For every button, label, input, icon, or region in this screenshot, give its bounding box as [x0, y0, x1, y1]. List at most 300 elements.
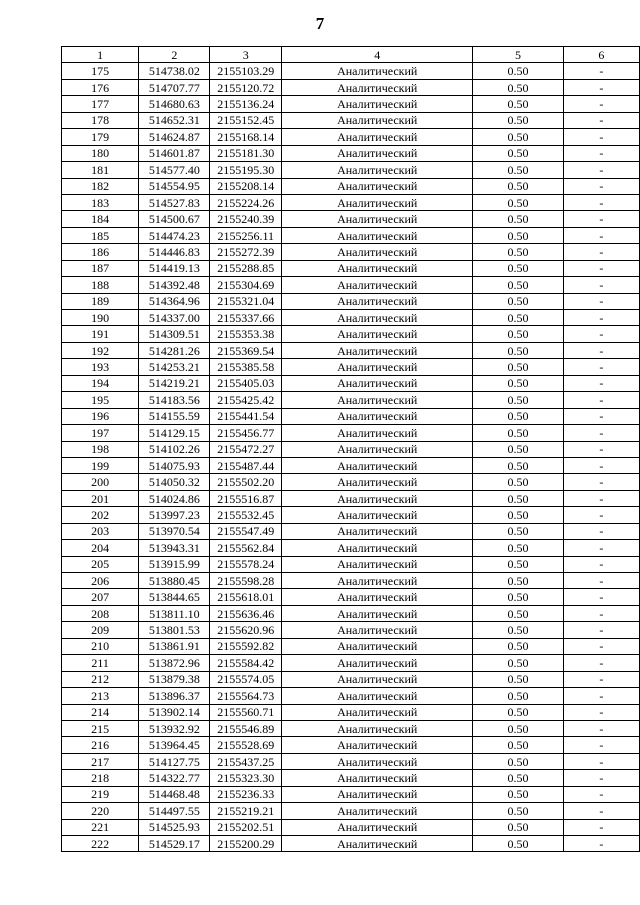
method-cell: Аналитический — [282, 556, 473, 572]
point-number-cell: 197 — [62, 425, 139, 441]
x-coordinate-cell: 514127.75 — [139, 753, 210, 769]
accuracy-cell: 0.50 — [473, 655, 563, 671]
y-coordinate-cell: 2155584.42 — [210, 655, 282, 671]
y-coordinate-cell: 2155592.82 — [210, 638, 282, 654]
y-coordinate-cell: 2155200.29 — [210, 836, 282, 852]
table-row — [62, 359, 640, 375]
y-coordinate-cell: 2155208.14 — [210, 178, 282, 194]
note-cell: - — [563, 293, 639, 309]
y-coordinate-cell: 2155441.54 — [210, 408, 282, 424]
point-number-cell: 206 — [62, 573, 139, 589]
method-cell: Аналитический — [282, 326, 473, 342]
point-number-cell: 177 — [62, 96, 139, 112]
point-number-cell: 176 — [62, 79, 139, 95]
note-cell: - — [563, 540, 639, 556]
x-coordinate-cell: 514419.13 — [139, 260, 210, 276]
point-number-cell: 215 — [62, 720, 139, 736]
table-row — [62, 770, 640, 786]
point-number-cell: 183 — [62, 194, 139, 210]
note-cell: - — [563, 753, 639, 769]
accuracy-cell: 0.50 — [473, 375, 563, 391]
accuracy-cell: 0.50 — [473, 129, 563, 145]
note-cell: - — [563, 523, 639, 539]
table-row — [62, 392, 640, 408]
y-coordinate-cell: 2155405.03 — [210, 375, 282, 391]
x-coordinate-cell: 514024.86 — [139, 490, 210, 506]
note-cell: - — [563, 408, 639, 424]
note-cell: - — [563, 671, 639, 687]
note-cell: - — [563, 326, 639, 342]
x-coordinate-cell: 514738.02 — [139, 63, 210, 79]
y-coordinate-cell: 2155240.39 — [210, 211, 282, 227]
y-coordinate-cell: 2155516.87 — [210, 490, 282, 506]
method-cell: Аналитический — [282, 359, 473, 375]
x-coordinate-cell: 514652.31 — [139, 112, 210, 128]
note-cell: - — [563, 490, 639, 506]
point-number-cell: 195 — [62, 392, 139, 408]
note-cell: - — [563, 786, 639, 802]
point-number-cell: 191 — [62, 326, 139, 342]
method-cell: Аналитический — [282, 605, 473, 621]
method-cell: Аналитический — [282, 770, 473, 786]
point-number-cell: 203 — [62, 523, 139, 539]
point-number-cell: 198 — [62, 441, 139, 457]
method-cell: Аналитический — [282, 375, 473, 391]
x-coordinate-cell: 514468.48 — [139, 786, 210, 802]
accuracy-cell: 0.50 — [473, 573, 563, 589]
point-number-cell: 199 — [62, 457, 139, 473]
note-cell: - — [563, 474, 639, 490]
method-cell: Аналитический — [282, 753, 473, 769]
point-number-cell: 222 — [62, 836, 139, 852]
accuracy-cell: 0.50 — [473, 819, 563, 835]
y-coordinate-cell: 2155578.24 — [210, 556, 282, 572]
table-row — [62, 425, 640, 441]
x-coordinate-cell: 514281.26 — [139, 342, 210, 358]
accuracy-cell: 0.50 — [473, 688, 563, 704]
accuracy-cell: 0.50 — [473, 836, 563, 852]
method-cell: Аналитический — [282, 96, 473, 112]
accuracy-cell: 0.50 — [473, 162, 563, 178]
point-number-cell: 179 — [62, 129, 139, 145]
y-coordinate-cell: 2155547.49 — [210, 523, 282, 539]
method-cell: Аналитический — [282, 474, 473, 490]
point-number-cell: 200 — [62, 474, 139, 490]
table-row — [62, 573, 640, 589]
x-coordinate-cell: 514253.21 — [139, 359, 210, 375]
point-number-cell: 208 — [62, 605, 139, 621]
point-number-cell: 207 — [62, 589, 139, 605]
accuracy-cell: 0.50 — [473, 556, 563, 572]
table-row — [62, 786, 640, 802]
method-cell: Аналитический — [282, 737, 473, 753]
x-coordinate-cell: 514050.32 — [139, 474, 210, 490]
x-coordinate-cell: 514525.93 — [139, 819, 210, 835]
table-row — [62, 211, 640, 227]
x-coordinate-cell: 514337.00 — [139, 310, 210, 326]
y-coordinate-cell: 2155272.39 — [210, 244, 282, 260]
note-cell: - — [563, 194, 639, 210]
column-header: 3 — [210, 47, 282, 63]
method-cell: Аналитический — [282, 178, 473, 194]
table-row — [62, 129, 640, 145]
accuracy-cell: 0.50 — [473, 770, 563, 786]
point-number-cell: 181 — [62, 162, 139, 178]
column-header: 5 — [473, 47, 563, 63]
method-cell: Аналитический — [282, 441, 473, 457]
y-coordinate-cell: 2155532.45 — [210, 507, 282, 523]
x-coordinate-cell: 513801.53 — [139, 622, 210, 638]
note-cell: - — [563, 375, 639, 391]
x-coordinate-cell: 514601.87 — [139, 145, 210, 161]
table-row — [62, 194, 640, 210]
column-header: 1 — [62, 47, 139, 63]
accuracy-cell: 0.50 — [473, 803, 563, 819]
note-cell: - — [563, 803, 639, 819]
table-row — [62, 63, 640, 79]
table-row — [62, 836, 640, 852]
note-cell: - — [563, 573, 639, 589]
table-row — [62, 96, 640, 112]
x-coordinate-cell: 514624.87 — [139, 129, 210, 145]
note-cell: - — [563, 79, 639, 95]
table-body — [62, 47, 640, 852]
y-coordinate-cell: 2155152.45 — [210, 112, 282, 128]
x-coordinate-cell: 514497.55 — [139, 803, 210, 819]
point-number-cell: 216 — [62, 737, 139, 753]
note-cell: - — [563, 310, 639, 326]
point-number-cell: 205 — [62, 556, 139, 572]
table-row — [62, 507, 640, 523]
note-cell: - — [563, 96, 639, 112]
accuracy-cell: 0.50 — [473, 79, 563, 95]
method-cell: Аналитический — [282, 260, 473, 276]
accuracy-cell: 0.50 — [473, 359, 563, 375]
method-cell: Аналитический — [282, 803, 473, 819]
accuracy-cell: 0.50 — [473, 441, 563, 457]
note-cell: - — [563, 425, 639, 441]
y-coordinate-cell: 2155437.25 — [210, 753, 282, 769]
table-row — [62, 523, 640, 539]
accuracy-cell: 0.50 — [473, 227, 563, 243]
accuracy-cell: 0.50 — [473, 490, 563, 506]
method-cell: Аналитический — [282, 310, 473, 326]
method-cell: Аналитический — [282, 129, 473, 145]
note-cell: - — [563, 720, 639, 736]
table-row — [62, 688, 640, 704]
x-coordinate-cell: 513964.45 — [139, 737, 210, 753]
y-coordinate-cell: 2155321.04 — [210, 293, 282, 309]
point-number-cell: 192 — [62, 342, 139, 358]
y-coordinate-cell: 2155288.85 — [210, 260, 282, 276]
method-cell: Аналитический — [282, 112, 473, 128]
table-row — [62, 655, 640, 671]
accuracy-cell: 0.50 — [473, 342, 563, 358]
note-cell: - — [563, 638, 639, 654]
method-cell: Аналитический — [282, 638, 473, 654]
accuracy-cell: 0.50 — [473, 260, 563, 276]
point-number-cell: 186 — [62, 244, 139, 260]
method-cell: Аналитический — [282, 162, 473, 178]
note-cell: - — [563, 129, 639, 145]
note-cell: - — [563, 836, 639, 852]
method-cell: Аналитический — [282, 211, 473, 227]
method-cell: Аналитический — [282, 573, 473, 589]
accuracy-cell: 0.50 — [473, 178, 563, 194]
y-coordinate-cell: 2155369.54 — [210, 342, 282, 358]
point-number-cell: 218 — [62, 770, 139, 786]
point-number-cell: 219 — [62, 786, 139, 802]
y-coordinate-cell: 2155564.73 — [210, 688, 282, 704]
y-coordinate-cell: 2155304.69 — [210, 277, 282, 293]
method-cell: Аналитический — [282, 589, 473, 605]
accuracy-cell: 0.50 — [473, 425, 563, 441]
x-coordinate-cell: 514529.17 — [139, 836, 210, 852]
accuracy-cell: 0.50 — [473, 310, 563, 326]
accuracy-cell: 0.50 — [473, 507, 563, 523]
method-cell: Аналитический — [282, 227, 473, 243]
point-number-cell: 194 — [62, 375, 139, 391]
table-row — [62, 244, 640, 260]
note-cell: - — [563, 392, 639, 408]
x-coordinate-cell: 514155.59 — [139, 408, 210, 424]
point-number-cell: 178 — [62, 112, 139, 128]
method-cell: Аналитический — [282, 671, 473, 687]
x-coordinate-cell: 514474.23 — [139, 227, 210, 243]
accuracy-cell: 0.50 — [473, 720, 563, 736]
point-number-cell: 190 — [62, 310, 139, 326]
method-cell: Аналитический — [282, 688, 473, 704]
note-cell: - — [563, 145, 639, 161]
y-coordinate-cell: 2155337.66 — [210, 310, 282, 326]
table-row — [62, 178, 640, 194]
note-cell: - — [563, 704, 639, 720]
method-cell: Аналитический — [282, 819, 473, 835]
method-cell: Аналитический — [282, 63, 473, 79]
y-coordinate-cell: 2155472.27 — [210, 441, 282, 457]
x-coordinate-cell: 513943.31 — [139, 540, 210, 556]
x-coordinate-cell: 514680.63 — [139, 96, 210, 112]
table-row — [62, 720, 640, 736]
y-coordinate-cell: 2155385.58 — [210, 359, 282, 375]
note-cell: - — [563, 507, 639, 523]
accuracy-cell: 0.50 — [473, 622, 563, 638]
method-cell: Аналитический — [282, 425, 473, 441]
point-number-cell: 196 — [62, 408, 139, 424]
point-number-cell: 175 — [62, 63, 139, 79]
table-row — [62, 457, 640, 473]
note-cell: - — [563, 211, 639, 227]
y-coordinate-cell: 2155353.38 — [210, 326, 282, 342]
accuracy-cell: 0.50 — [473, 786, 563, 802]
y-coordinate-cell: 2155620.96 — [210, 622, 282, 638]
method-cell: Аналитический — [282, 194, 473, 210]
y-coordinate-cell: 2155136.24 — [210, 96, 282, 112]
note-cell: - — [563, 622, 639, 638]
x-coordinate-cell: 514075.93 — [139, 457, 210, 473]
note-cell: - — [563, 655, 639, 671]
method-cell: Аналитический — [282, 523, 473, 539]
point-number-cell: 209 — [62, 622, 139, 638]
table-header-row — [62, 47, 640, 63]
table-row — [62, 227, 640, 243]
table-row — [62, 310, 640, 326]
table-row — [62, 112, 640, 128]
table-row — [62, 638, 640, 654]
table-row — [62, 737, 640, 753]
method-cell: Аналитический — [282, 79, 473, 95]
accuracy-cell: 0.50 — [473, 326, 563, 342]
method-cell: Аналитический — [282, 145, 473, 161]
column-header: 4 — [282, 47, 473, 63]
accuracy-cell: 0.50 — [473, 194, 563, 210]
accuracy-cell: 0.50 — [473, 589, 563, 605]
x-coordinate-cell: 514129.15 — [139, 425, 210, 441]
x-coordinate-cell: 514500.67 — [139, 211, 210, 227]
method-cell: Аналитический — [282, 720, 473, 736]
note-cell: - — [563, 457, 639, 473]
accuracy-cell: 0.50 — [473, 112, 563, 128]
table-row — [62, 490, 640, 506]
table-row — [62, 79, 640, 95]
y-coordinate-cell: 2155323.30 — [210, 770, 282, 786]
y-coordinate-cell: 2155181.30 — [210, 145, 282, 161]
accuracy-cell: 0.50 — [473, 540, 563, 556]
accuracy-cell: 0.50 — [473, 704, 563, 720]
note-cell: - — [563, 359, 639, 375]
table-row — [62, 441, 640, 457]
y-coordinate-cell: 2155598.28 — [210, 573, 282, 589]
y-coordinate-cell: 2155562.84 — [210, 540, 282, 556]
y-coordinate-cell: 2155456.77 — [210, 425, 282, 441]
point-number-cell: 193 — [62, 359, 139, 375]
table-row — [62, 671, 640, 687]
method-cell: Аналитический — [282, 457, 473, 473]
table-row — [62, 474, 640, 490]
x-coordinate-cell: 513879.38 — [139, 671, 210, 687]
table-row — [62, 326, 640, 342]
coordinates-table — [61, 46, 640, 852]
table-row — [62, 293, 640, 309]
x-coordinate-cell: 514707.77 — [139, 79, 210, 95]
point-number-cell: 188 — [62, 277, 139, 293]
point-number-cell: 212 — [62, 671, 139, 687]
x-coordinate-cell: 514322.77 — [139, 770, 210, 786]
x-coordinate-cell: 513896.37 — [139, 688, 210, 704]
accuracy-cell: 0.50 — [473, 63, 563, 79]
table-row — [62, 622, 640, 638]
table-row — [62, 540, 640, 556]
note-cell: - — [563, 441, 639, 457]
note-cell: - — [563, 260, 639, 276]
page-number: 7 — [315, 14, 325, 33]
x-coordinate-cell: 514364.96 — [139, 293, 210, 309]
x-coordinate-cell: 513844.65 — [139, 589, 210, 605]
x-coordinate-cell: 513902.14 — [139, 704, 210, 720]
note-cell: - — [563, 178, 639, 194]
table-row — [62, 145, 640, 161]
x-coordinate-cell: 513997.23 — [139, 507, 210, 523]
method-cell: Аналитический — [282, 704, 473, 720]
table-row — [62, 819, 640, 835]
accuracy-cell: 0.50 — [473, 392, 563, 408]
accuracy-cell: 0.50 — [473, 244, 563, 260]
point-number-cell: 221 — [62, 819, 139, 835]
table-row — [62, 375, 640, 391]
method-cell: Аналитический — [282, 408, 473, 424]
note-cell: - — [563, 342, 639, 358]
x-coordinate-cell: 513861.91 — [139, 638, 210, 654]
point-number-cell: 187 — [62, 260, 139, 276]
x-coordinate-cell: 513970.54 — [139, 523, 210, 539]
method-cell: Аналитический — [282, 293, 473, 309]
point-number-cell: 202 — [62, 507, 139, 523]
y-coordinate-cell: 2155546.89 — [210, 720, 282, 736]
accuracy-cell: 0.50 — [473, 277, 563, 293]
y-coordinate-cell: 2155236.33 — [210, 786, 282, 802]
note-cell: - — [563, 605, 639, 621]
x-coordinate-cell: 513811.10 — [139, 605, 210, 621]
table-row — [62, 605, 640, 621]
method-cell: Аналитический — [282, 786, 473, 802]
point-number-cell: 220 — [62, 803, 139, 819]
point-number-cell: 211 — [62, 655, 139, 671]
column-header: 6 — [563, 47, 639, 63]
accuracy-cell: 0.50 — [473, 638, 563, 654]
x-coordinate-cell: 513872.96 — [139, 655, 210, 671]
note-cell: - — [563, 162, 639, 178]
note-cell: - — [563, 556, 639, 572]
accuracy-cell: 0.50 — [473, 737, 563, 753]
method-cell: Аналитический — [282, 836, 473, 852]
y-coordinate-cell: 2155219.21 — [210, 803, 282, 819]
table-row — [62, 589, 640, 605]
x-coordinate-cell: 514183.56 — [139, 392, 210, 408]
y-coordinate-cell: 2155202.51 — [210, 819, 282, 835]
method-cell: Аналитический — [282, 490, 473, 506]
table-row — [62, 803, 640, 819]
y-coordinate-cell: 2155636.46 — [210, 605, 282, 621]
method-cell: Аналитический — [282, 342, 473, 358]
y-coordinate-cell: 2155120.72 — [210, 79, 282, 95]
x-coordinate-cell: 513932.92 — [139, 720, 210, 736]
point-number-cell: 182 — [62, 178, 139, 194]
accuracy-cell: 0.50 — [473, 457, 563, 473]
x-coordinate-cell: 514446.83 — [139, 244, 210, 260]
method-cell: Аналитический — [282, 244, 473, 260]
y-coordinate-cell: 2155528.69 — [210, 737, 282, 753]
accuracy-cell: 0.50 — [473, 145, 563, 161]
x-coordinate-cell: 514219.21 — [139, 375, 210, 391]
table-row — [62, 342, 640, 358]
note-cell: - — [563, 688, 639, 704]
point-number-cell: 214 — [62, 704, 139, 720]
note-cell: - — [563, 819, 639, 835]
table-row — [62, 753, 640, 769]
accuracy-cell: 0.50 — [473, 211, 563, 227]
x-coordinate-cell: 514527.83 — [139, 194, 210, 210]
note-cell: - — [563, 770, 639, 786]
accuracy-cell: 0.50 — [473, 523, 563, 539]
accuracy-cell: 0.50 — [473, 408, 563, 424]
note-cell: - — [563, 63, 639, 79]
y-coordinate-cell: 2155425.42 — [210, 392, 282, 408]
point-number-cell: 210 — [62, 638, 139, 654]
x-coordinate-cell: 514309.51 — [139, 326, 210, 342]
note-cell: - — [563, 244, 639, 260]
point-number-cell: 180 — [62, 145, 139, 161]
accuracy-cell: 0.50 — [473, 605, 563, 621]
